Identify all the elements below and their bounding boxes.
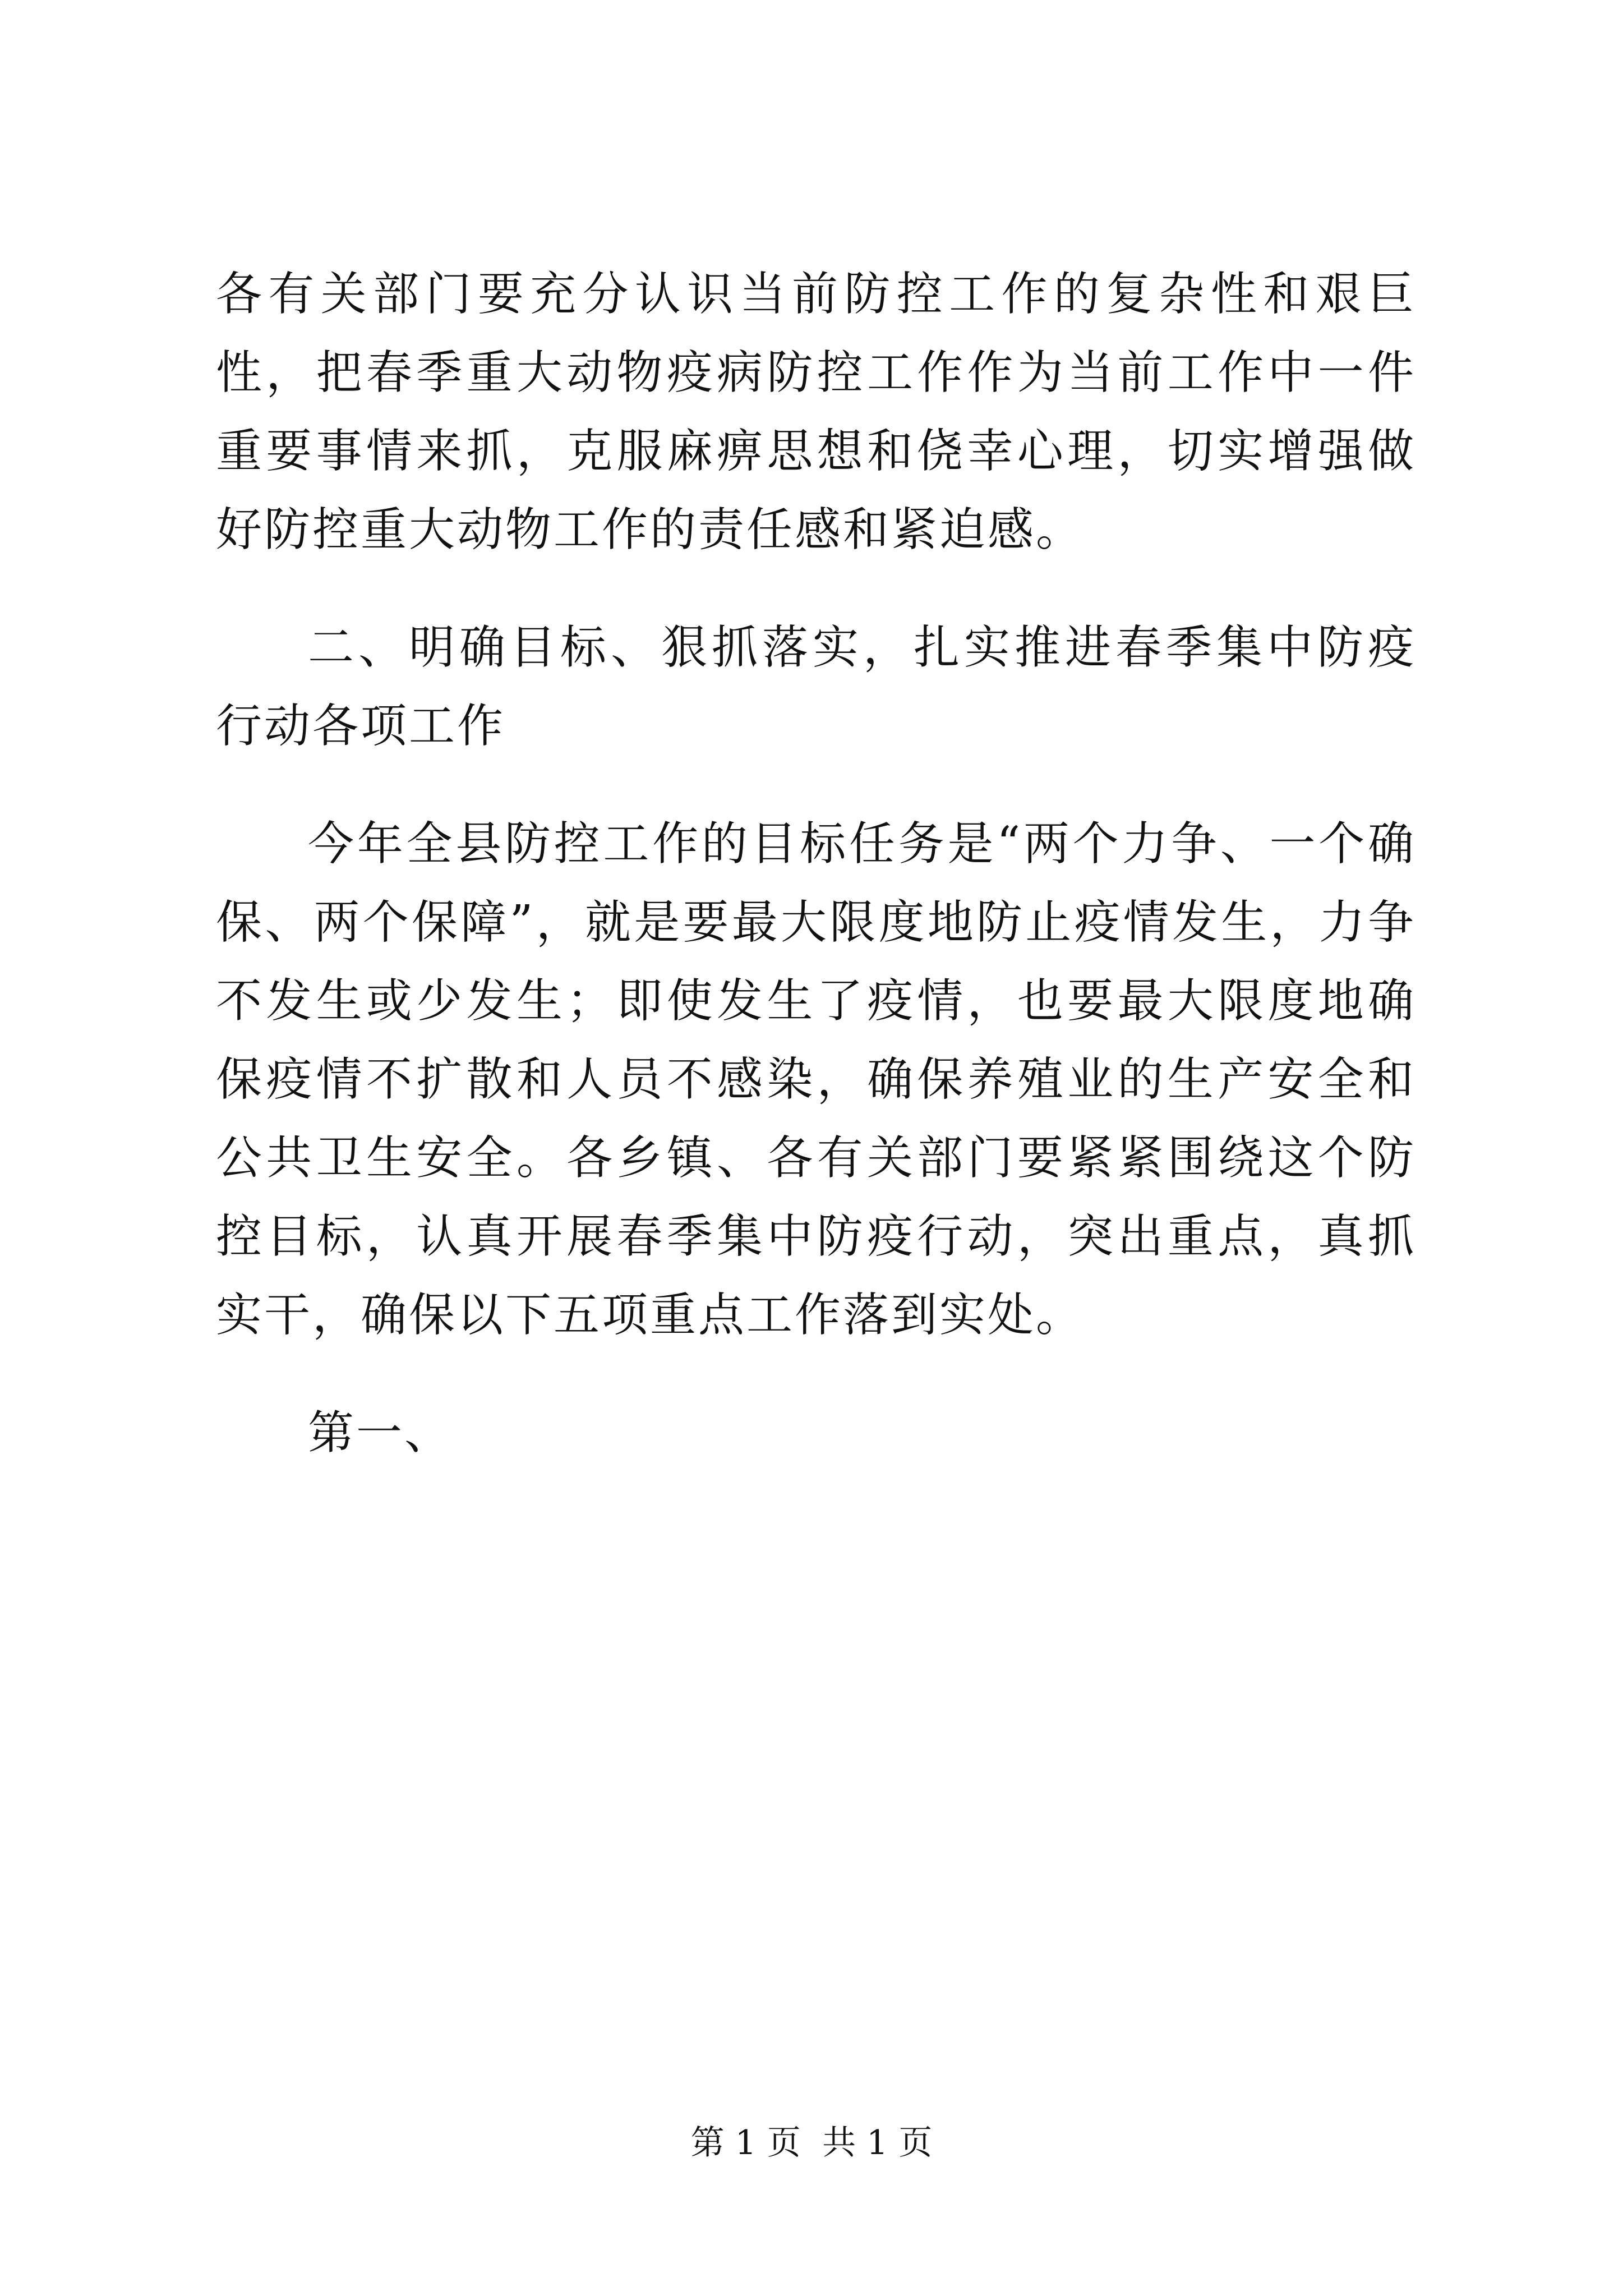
paragraph-goals: 今年全县防控工作的目标任务是“两个力争、一个确保、两个保障”，就是要最大限度地防止疫情发生，力争不发生或少发生；即使发生了疫情，也要最大限度地确保疫情不扩散和人员不感染，确保养殖业的生产安全和公共卫生安全。各乡镇、各有关部门要紧紧围绕这个防控目标，认真开展春季集中防疫行动，突出重点，真抓实干，确保以下五项重点工作落到实处。 xyxy=(216,817,1416,1342)
document-body xyxy=(216,255,1416,1473)
paragraph-continuation: 各有关部门要充分认识当前防控工作的复杂性和艰巨性，把春季重大动物疫病防控工作作为当前工作中一件重要事情来抓，克服麻痹思想和侥幸心理，切实增强做好防控重大动物工作的责任感和紧迫感。 xyxy=(216,268,1416,556)
page-footer: 第 1 页 共 1 页 xyxy=(690,2123,933,2162)
paragraph-first-item: 第一、 xyxy=(308,1406,453,1460)
section-heading: 二、明确目标、狠抓落实，扎实推进春季集中防疫行动各项工作 xyxy=(216,621,1416,753)
